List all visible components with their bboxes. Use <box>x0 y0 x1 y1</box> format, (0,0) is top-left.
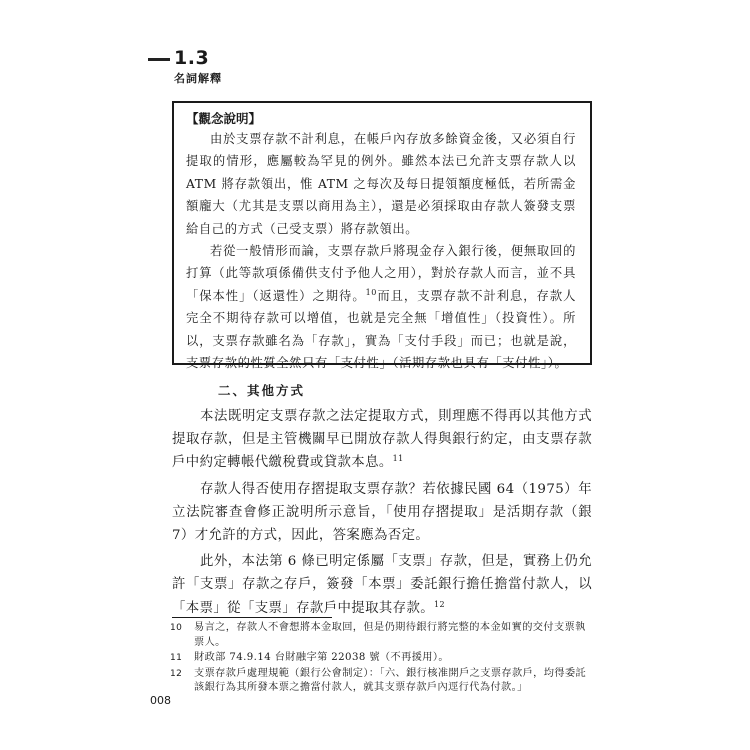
concept-paragraph-2-text-b: 而且，支票存款不計利息，存款人完全不期待存款可以增值，也就是完全無「增值性」（投資性）。所以，支票存款雖名為「存款」，實為「支付手段」而已；也就是說，支票存款的性質全然只有「支付性」（活期存款也具有「支付性」）。 <box>186 288 576 371</box>
footnote-divider <box>172 617 332 618</box>
concept-paragraph-1-text: 由於支票存款不計利息，在帳戶內存放多餘資金後，又必須自行提取的情形，應屬較為罕見的例外。雖然本法已允許支票存款人以 ATM 將存款領出，惟 ATM 之每次及每日提領額度極低，若所需金額龐大（尤其是支票以商用為主），還是必須採取由存款人簽發支票給自己的方式（己受支票）將存款領出。 <box>186 132 576 236</box>
body-paragraph-2 <box>172 478 592 548</box>
concept-paragraph-2-text-a: 若從一般情形而論，支票存款戶將現金存入銀行後，便無取回的打算（此等款項係備供支付予他人之用），對於存款人而言，並不具「保本性」（返還性）之期待。 <box>186 244 576 303</box>
footnote-number: 12 <box>170 668 183 679</box>
concept-paragraph-1 <box>186 128 576 240</box>
section-dash-decoration <box>148 58 170 61</box>
footnote-item <box>170 621 594 650</box>
section-number: 1.3 <box>174 47 210 69</box>
section-title: 名詞解釋 <box>174 72 222 85</box>
footnote-item <box>170 667 594 696</box>
body-paragraph-3 <box>172 550 592 620</box>
body-paragraph-2-text: 存款人得否使用存摺提取支票存款？若依據民國 64（1975）年立法院審查會修正說明所示意旨，「使用存摺提取」是活期存款（銀 7）才允許的方式，因此，答案應為否定。 <box>172 481 592 544</box>
footnote-text: 易言之，存款人不會想將本金取回，但是仍期待銀行將完整的本金如實的交付支票執票人。 <box>194 622 586 648</box>
footnote-text: 財政部 74.9.14 台財融字第 22038 號（不再援用）。 <box>194 652 449 663</box>
subsection-heading: 二、其他方式 <box>218 383 306 398</box>
footnote-item <box>170 651 594 666</box>
footnote-number: 11 <box>170 653 183 663</box>
body-paragraph-1-text: 本法既明定支票存款之法定提取方式，則理應不得再以其他方式提取存款，但是主管機關早已開放存款人得與銀行約定，由支票存款戶中約定轉帳代繳稅費或貸款本息。 <box>172 409 592 471</box>
concept-paragraph-2 <box>186 240 576 374</box>
footnotes <box>170 621 594 697</box>
page-number: 008 <box>150 694 171 707</box>
footnote-ref-12[interactable]: 12 <box>434 599 446 609</box>
section-header <box>148 46 348 86</box>
body-paragraph-1 <box>172 405 592 475</box>
footnote-number: 10 <box>170 623 183 633</box>
footnote-ref-10[interactable]: 10 <box>365 287 377 297</box>
footnote-ref-11[interactable]: 11 <box>392 454 404 464</box>
concept-box-title: 【觀念說明】 <box>186 111 262 126</box>
footnote-text: 支票存款戶處理規範（銀行公會制定）：「六、銀行核准開戶之支票存款戶，均得委託該銀行為其所發本票之擔當付款人，就其支票存款戶內逕行代為付款。」 <box>194 667 587 693</box>
concept-box <box>172 101 592 371</box>
body-paragraph-3-text: 此外，本法第 6 條已明定係屬「支票」存款，但是，實務上仍允許「支票」存款之存戶，簽發「本票」委託銀行擔任擔當付款人，以「本票」從「支票」存款戶中提取其存款。 <box>172 554 592 616</box>
body-text <box>172 405 592 623</box>
